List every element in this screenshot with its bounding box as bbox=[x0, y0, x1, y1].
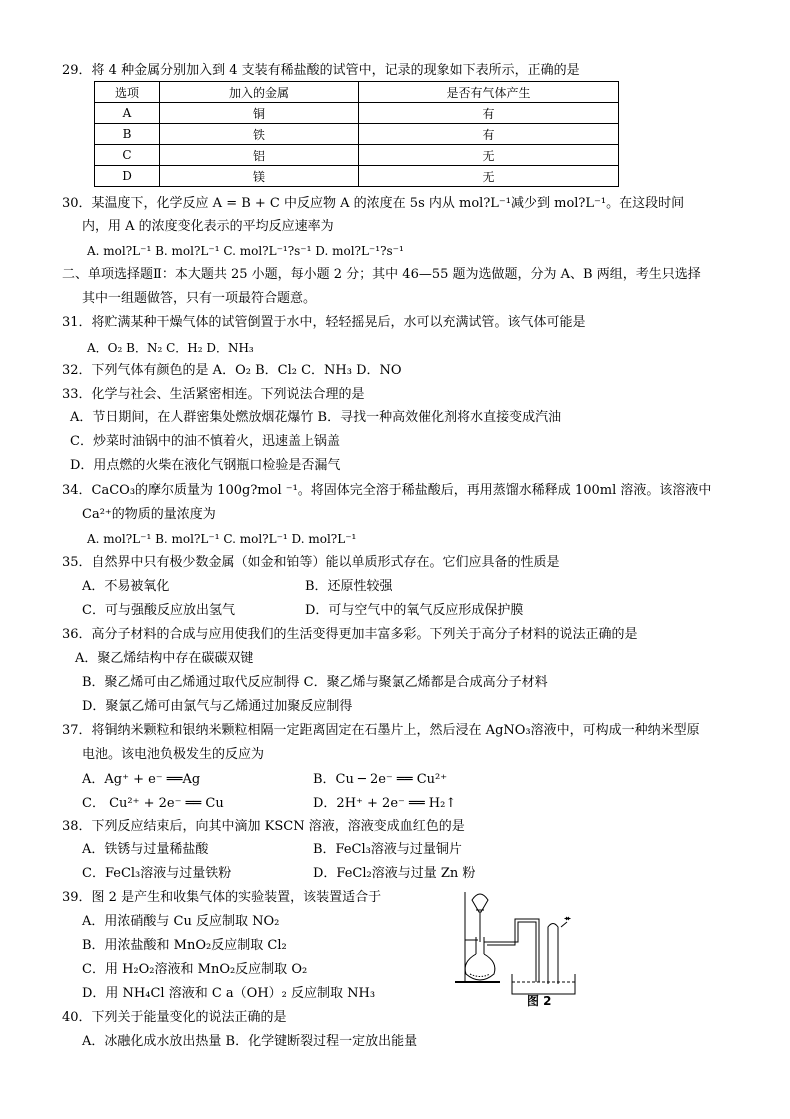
q34-line1: 34．CaCO₃的摩尔质量为 100g?mol ⁻¹。将固体完全溶于稀盐酸后，再用蒸馏水稀释成 100ml 溶液。该溶液中 bbox=[62, 483, 712, 498]
q33-option-c: C．炒菜时油锅中的油不慎着火，迅速盖上锅盖 bbox=[70, 434, 340, 449]
q36-option-b-c: B．聚乙烯可由乙烯通过取代反应制得 C．聚乙烯与聚氯乙烯都是合成高分子材料 bbox=[82, 675, 548, 690]
q37-option-b: B．Cu ─ 2e⁻ ══ Cu²⁺ bbox=[313, 772, 448, 787]
q39-option-c: C．用 H₂O₂溶液和 MnO₂反应制取 O₂ bbox=[82, 962, 308, 977]
q40-stem: 40．下列关于能量变化的说法正确的是 bbox=[62, 1010, 287, 1025]
observation-table bbox=[94, 81, 619, 187]
q34-options: A. mol?L⁻¹ B. mol?L⁻¹ C. mol?L⁻¹ D. mol?L⁻¹ bbox=[87, 532, 357, 546]
q39-stem: 39．图 2 是产生和收集气体的实验装置，该装置适合于 bbox=[62, 890, 382, 905]
table-header: 加入的金属 bbox=[160, 82, 359, 103]
table-cell: B bbox=[95, 124, 160, 145]
q39-option-b: B．用浓盐酸和 MnO₂反应制取 Cl₂ bbox=[82, 938, 287, 953]
q39-option-d: D．用 NH₄Cl 溶液和 C a（OH）₂ 反应制取 NH₃ bbox=[82, 986, 376, 1001]
flask-contents bbox=[470, 974, 490, 977]
q30-line1: 30．某温度下，化学反应 A = B + C 中反应物 A 的浓度在 5s 内从 mol?L⁻¹减少到 mol?L⁻¹。在这段时间 bbox=[62, 196, 685, 211]
q40-options: A．冰融化成水放出热量 B．化学键断裂过程一定放出能量 bbox=[82, 1034, 418, 1049]
q33-option-d: D．用点燃的火柴在液化气钢瓶口检验是否漏气 bbox=[70, 458, 341, 473]
q33-stem: 33．化学与社会、生活紧密相连。下列说法合理的是 bbox=[62, 387, 365, 402]
q36-option-a: A．聚乙烯结构中存在碳碳双键 bbox=[75, 651, 254, 666]
table-cell: A bbox=[95, 103, 160, 124]
q37-line1: 37．将铜纳米颗粒和银纳米颗粒相隔一定距离固定在石墨片上，然后浸在 AgNO₃溶液中，可构成一种纳米型原 bbox=[62, 723, 700, 738]
table-cell: 无 bbox=[359, 145, 619, 166]
water-trough bbox=[512, 974, 575, 994]
table-header: 选项 bbox=[95, 82, 160, 103]
table-header: 是否有气体产生 bbox=[359, 82, 619, 103]
apparatus-figure bbox=[440, 882, 585, 1007]
q35-option-a: A．不易被氧化 bbox=[82, 579, 170, 594]
q34-line2: Ca²⁺的物质的量浓度为 bbox=[82, 507, 216, 522]
q35-stem: 35．自然界中只有极少数金属（如金和铂等）能以单质形式存在。它们应具备的性质是 bbox=[62, 555, 560, 570]
q35-option-b: B．还原性较强 bbox=[305, 579, 393, 594]
q38-option-b: B．FeCl₃溶液与过量铜片 bbox=[313, 842, 462, 857]
table-cell: 有 bbox=[359, 124, 619, 145]
table-cell: 无 bbox=[359, 166, 619, 187]
q35-option-c: C．可与强酸反应放出氢气 bbox=[82, 603, 235, 618]
figure-caption: 图 2 bbox=[527, 994, 552, 1008]
q31-options: A．O₂ B．N₂ C．H₂ D．NH₃ bbox=[87, 341, 254, 355]
q30-options: A. mol?L⁻¹ B. mol?L⁻¹ C. mol?L⁻¹?s⁻¹ D. mol?L⁻¹?s⁻¹ bbox=[87, 244, 404, 258]
q29-stem: 29．将 4 种金属分别加入到 4 支装有稀盐酸的试管中，记录的现象如下表所示，正确的是 bbox=[62, 63, 580, 78]
q37-option-a: A．Ag⁺ + e⁻ ══Ag bbox=[82, 772, 201, 787]
table-row bbox=[95, 145, 619, 166]
collecting-tube bbox=[548, 924, 558, 985]
separatory-funnel bbox=[472, 894, 488, 912]
table-row bbox=[95, 124, 619, 145]
table-cell: 镁 bbox=[160, 166, 359, 187]
q39-option-a: A．用浓硝酸与 Cu 反应制取 NO₂ bbox=[82, 914, 280, 929]
q37-option-d: D．2H⁺ + 2e⁻ ══ H₂↑ bbox=[313, 796, 457, 811]
star-mark bbox=[565, 917, 571, 920]
table-cell: C bbox=[95, 145, 160, 166]
q38-option-a: A．铁锈与过量稀盐酸 bbox=[82, 842, 209, 857]
q30-line2: 内，用 A 的浓度变化表示的平均反应速率为 bbox=[82, 219, 334, 234]
delivery-tube bbox=[484, 922, 536, 982]
section2-line1: 二、单项选择题Ⅱ：本大题共 25 小题，每小题 2 分；其中 46—55 题为选做题，分为 A、B 两组，考生只选择 bbox=[62, 267, 701, 282]
q33-option-a-b: A．节日期间，在人群密集处燃放烟花爆竹 B．寻找一种高效催化剂将水直接变成汽油 bbox=[70, 410, 562, 425]
q37-line2: 电池。该电池负极发生的反应为 bbox=[82, 747, 265, 762]
q38-stem: 38．下列反应结束后，向其中滴加 KSCN 溶液，溶液变成血红色的是 bbox=[62, 819, 465, 834]
q35-option-d: D．可与空气中的氧气反应形成保护膜 bbox=[305, 603, 524, 618]
table-row bbox=[95, 103, 619, 124]
table-cell: 铜 bbox=[160, 103, 359, 124]
q36-option-d: D．聚氯乙烯可由氯气与乙烯通过加聚反应制得 bbox=[82, 699, 353, 714]
table-cell: 有 bbox=[359, 103, 619, 124]
q37-option-c: C． Cu²⁺ + 2e⁻ ══ Cu bbox=[82, 796, 224, 811]
table-cell: 铁 bbox=[160, 124, 359, 145]
table-row bbox=[95, 166, 619, 187]
q38-option-c: C．FeCl₃溶液与过量铁粉 bbox=[82, 866, 232, 881]
table-cell: D bbox=[95, 166, 160, 187]
label-line bbox=[561, 922, 567, 927]
q32-line: 32．下列气体有颜色的是 A．O₂ B．Cl₂ C．NH₃ D．NO bbox=[62, 363, 402, 378]
table-header-row bbox=[95, 82, 619, 103]
q31-stem: 31．将贮满某种干燥气体的试管倒置于水中，轻轻摇晃后，水可以充满试管。该气体可能是 bbox=[62, 315, 586, 330]
table-cell: 铝 bbox=[160, 145, 359, 166]
section2-line2: 其中一组题做答，只有一项最符合题意。 bbox=[82, 291, 317, 306]
q38-option-d: D．FeCl₂溶液与过量 Zn 粉 bbox=[313, 866, 476, 881]
q36-stem: 36．高分子材料的合成与应用使我们的生活变得更加丰富多彩。下列关于高分子材料的说法正确的是 bbox=[62, 627, 638, 642]
